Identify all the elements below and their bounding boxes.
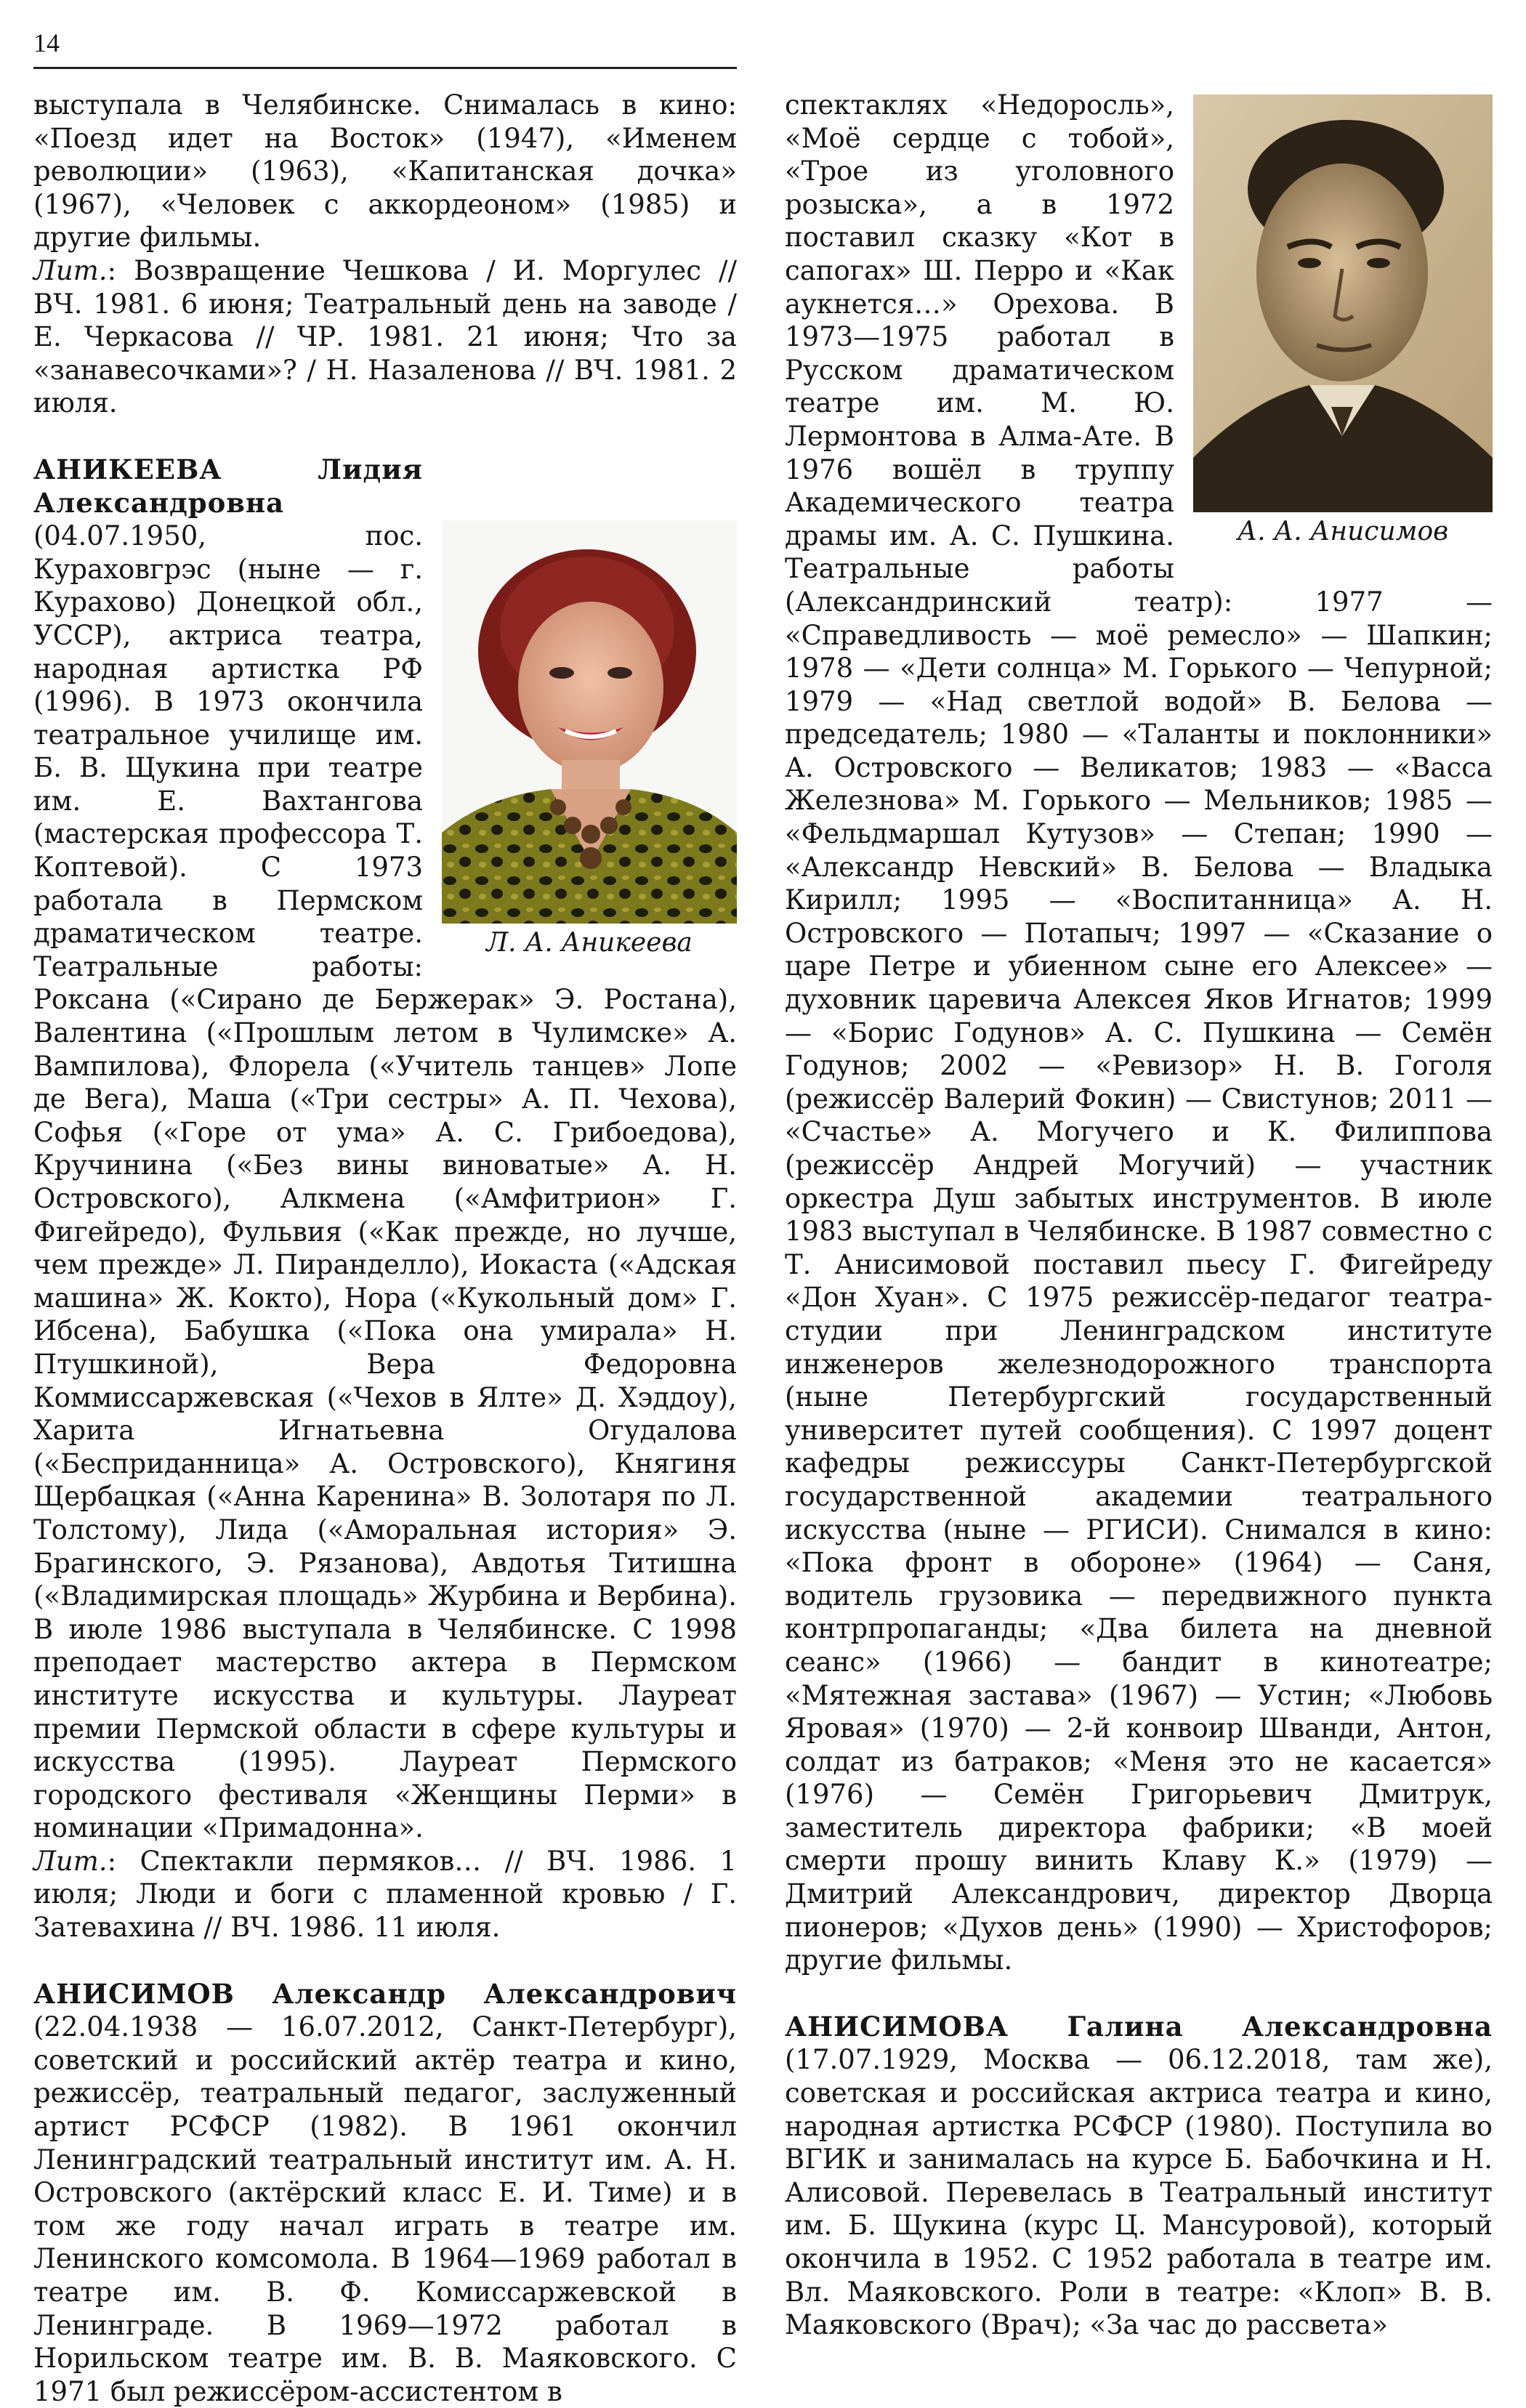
anisimov-portrait-image	[1193, 94, 1493, 512]
prev-lit-label: Лит.	[33, 254, 108, 286]
page-number: 14	[33, 28, 60, 57]
anisimov-photo-caption: А. А. Анисимов	[1237, 517, 1449, 546]
right-column	[785, 89, 1493, 2341]
anikeeva-name: АНИКЕЕВА Лидия Александровна	[33, 453, 423, 519]
entry-gap	[33, 420, 737, 453]
left-column	[33, 89, 737, 2407]
anikeeva-lit-text: : Спектакли пермяков… // ВЧ. 1986. 1 июля; Люди и боги с пламенной кровью / Г. Затевахина // ВЧ. 1986. 11 июля.	[33, 1845, 737, 1944]
anisimov-portrait	[1193, 94, 1493, 512]
anikeeva-photo-block	[442, 520, 737, 960]
anisimov-entry-continued	[785, 89, 1493, 1977]
anikeeva-lit-label: Лит.	[33, 1845, 108, 1877]
entry-gap	[785, 1977, 1493, 2011]
prev-lit-text: : Возвращение Чешкова / И. Моргулес // ВЧ. 1981. 6 июня; Театральный день на заводе / Е. Черкасова // ЧР. 1981. 21 июня; Что за «занавесочками»? / Н. Назаленова // ВЧ. 1981. 2 июля.	[33, 254, 737, 419]
prev-entry-body: выступала в Челябинске. Снималась в кино: «Поезд идет на Восток» (1947), «Именем революции» (1963), «Капитанская дочка» (1967), «Человек с аккордеоном» (1985) и другие фильмы.	[33, 89, 737, 254]
anisimova-body: (17.07.1929, Москва — 06.12.2018, там же), советская и российская актриса театра и кино, народная артистка РСФСР (1980). Поступила во ВГИК и занималась на курсе Б. Бабочкина и Н. Алисовой. Перевелась в Театральный институт им. Б. Щукина (курс Ц. Мансуровой), который окончила в 1952. С 1952 работала в театре им. Вл. Маяковского. Роли в театре: «Клоп» В. В. Маяковского (Врач); «За час до рассвета»	[785, 2044, 1493, 2341]
anisimov-entry-start	[33, 1978, 737, 2408]
anisimov-name: АНИСИМОВ Александр Александрович	[33, 1977, 737, 2010]
header-rule	[33, 67, 737, 69]
anikeeva-body: (04.07.1950, пос. Кураховгрэс (ныне — г. Курахово) Донецкой обл., УССР), актриса театра, народная артистка РФ (1996). В 1973 окончила театральное училище им. Б. В. Щукина при театре им. Е. Вахтангова (мастерская профессора Т. Коптевой). С 1973 работала в Пермском драматическом театре. Театральные работы: Роксана («Сирано де Бержерак» Э. Ростана), Валентина («Прошлым летом в Чулимске» А. Вампилова), Флорела («Учитель танцев» Лопе де Вега), Маша («Три сестры» А. П. Чехова), Софья («Горе от ума» А. С. Грибоедова), Кручинина («Без вины виноватые» А. Н. Островского), Алкмена («Амфитрион» Г. Фигейредо), Фульвия («Как прежде, но лучше, чем прежде» Л. Пиранделло), Иокаста («Адская машина» Ж. Кокто), Нора («Кукольный дом» Г. Ибсена), Бабушка («Пока она умирала» Н. Птушкиной), Вера Федоровна Коммиссаржевская («Чехов в Ялте» Д. Хэддоу), Харита Игнатьевна Огудалова («Бесприданница» А. Островского), Княгиня Щербацкая («Анна Каренина» В. Золотаря по Л. Толстому), Лида («Аморальная история» Э. Брагинского, Э. Рязанова), Авдотья Титишна («Владимирская площадь» Журбина и Вербина). В июле 1986 выступала в Челябинске. С 1998 преподает мастерство актера в Пермском институте искусства и культуры. Лауреат премии Пермской области в сфере культуры и искусства (1995). Лауреат Пермского городского фестиваля «Женщины Перми» в номинации «Примадонна».	[33, 520, 737, 1844]
anisimova-name: АНИСИМОВА Галина Александровна	[785, 2010, 1493, 2043]
anisimov-body-right: спектаклях «Недоросль», «Моё сердце с тобой», «Трое из уголовного розыска», а в 1972 поставил сказку «Кот в сапогах» Ш. Перро и «Как аукнется…» Орехова. В 1973—1975 работал в Русском драматическом театре им. М. Ю. Лермонтова в Алма-Ате. В 1976 вошёл в труппу Академического театра драмы им. А. С. Пушкина. Театральные работы (Александринский театр): 1977 — «Справедливость — моё ремесло» — Шапкин; 1978 — «Дети солнца» М. Горького — Чепурной; 1979 — «Над светлой водой» В. Белова — председатель; 1980 — «Таланты и поклонники» А. Островского — Великатов; 1983 — «Васса Железнова» М. Горького — Мельников; 1985 — «Фельдмаршал Кутузов» — Степан; 1990 — «Александр Невский» В. Белова — Владыка Кирилл; 1995 — «Воспитанница» А. Н. Островского — Потапыч; 1997 — «Сказание о царе Петре и убиенном сыне его Алексее» — духовник царевича Алексея Яков Игнатов; 1999 — «Борис Годунов» А. С. Пушкина — Семён Годунов; 2002 — «Ревизор» Н. В. Гоголя (режиссёр Валерий Фокин) — Свистунов; 2011 — «Счастье» А. Могучего и К. Филиппова (режиссёр Андрей Могучий) — участник оркестра Душ забытых инструментов. В июле 1983 выступал в Челябинске. В 1987 совместно с Т. Анисимовой поставил пьесу Г. Фигейреду «Дон Хуан». С 1975 режиссёр-педагог театра-студии при Ленинградском институте инженеров железнодорожного транспорта (ныне Петербургский государственный университет путей сообщения). С 1997 доцент кафедры режиссуры Санкт-Петербургской государственной академии театрального искусства (ныне — РГИСИ). Снимался в кино: «Пока фронт в обороне» (1964) — Саня, водитель грузовика — передвижного пункта контрпропаганды; «Два билета на дневной сеанс» (1966) — бандит в кинотеатре; «Мятежная застава» (1967) — Устин; «Любовь Яровая» (1970) — 2-й конвоир Шванди, Антон, солдат из батраков; «Меня это не касается» (1976) — Семён Григорьевич Дмитрук, заместитель директора фабрики; «В моей смерти прошу винить Клаву К.» (1979) — Дмитрий Александрович, директор Дворца пионеров; «Духов день» (1990) — Христофоров; другие фильмы.	[785, 89, 1493, 1976]
entry-gap	[33, 1944, 737, 1978]
anikeeva-portrait	[442, 520, 737, 924]
anikeeva-entry	[33, 453, 737, 1944]
anikeeva-photo-caption: Л. А. Аникеева	[486, 927, 693, 958]
anikeeva-portrait-image	[442, 520, 737, 924]
anisimov-body-left: (22.04.1938 — 16.07.2012, Санкт-Петербург), советский и российский актёр театра и кино, режиссёр, театральный педагог, заслуженный артист РСФСР (1982). В 1961 окончил Ленинградский театральный институт им. А. Н. Островского (актёрский класс Е. И. Тиме) и в том же году начал играть в театре им. Ленинского комсомола. В 1964—1969 работал в театре им. В. Ф. Комиссаржевской в Ленинграде. В 1969—1972 работал в Норильском театре им. В. В. Маяковского. С 1971 был режиссёром-ассистентом в	[33, 2011, 737, 2407]
anisimov-photo-block	[1193, 94, 1493, 549]
anisimova-entry	[785, 2011, 1493, 2342]
prev-entry	[33, 89, 737, 420]
